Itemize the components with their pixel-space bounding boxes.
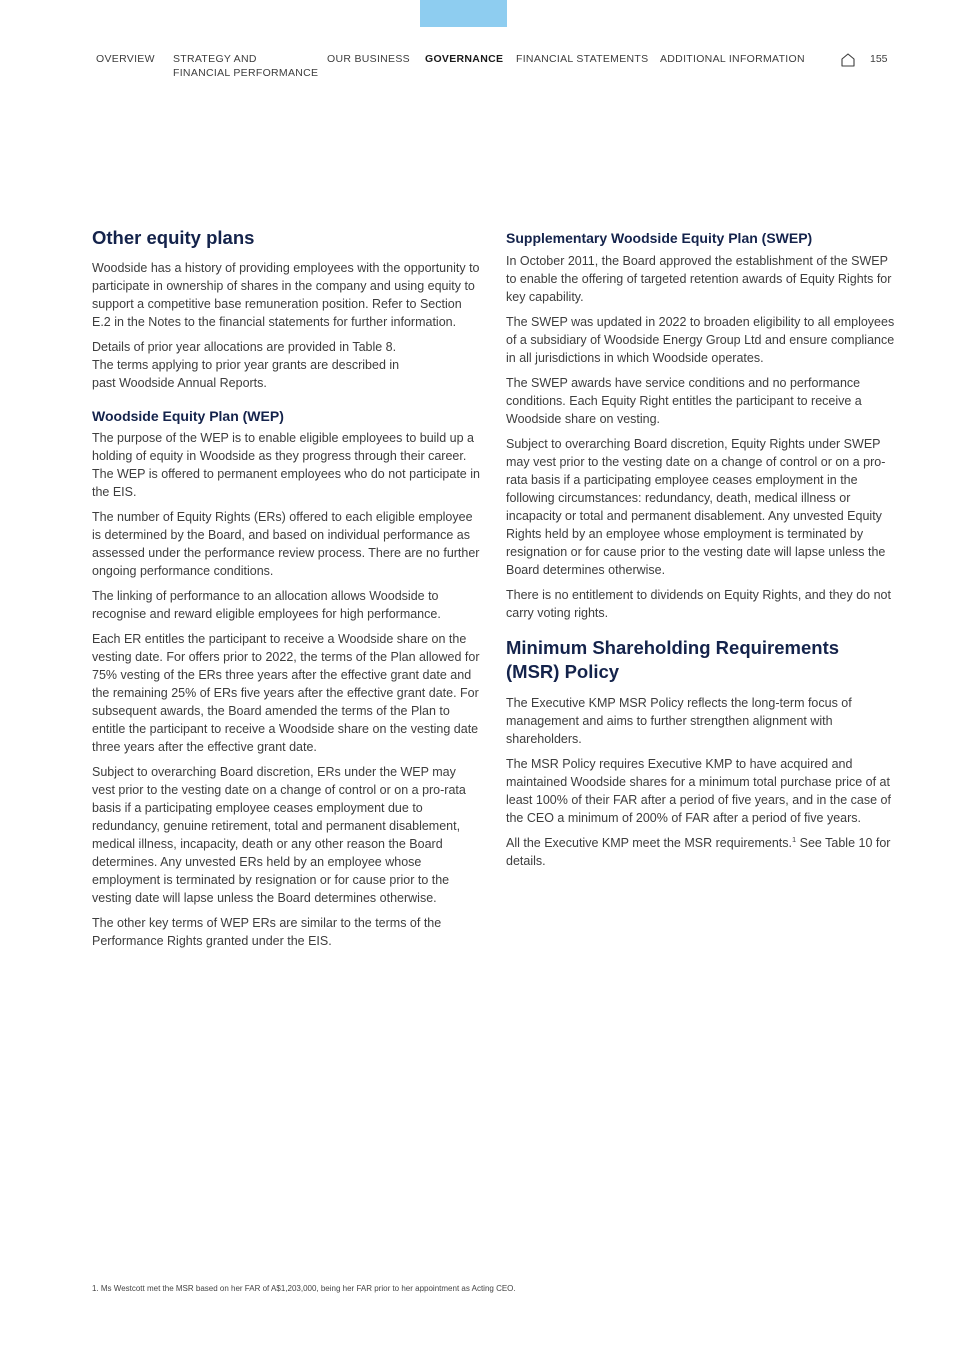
paragraph-swep-establishment: In October 2011, the Board approved the establishment of the SWEP to enable the offering of targeted retention awards of Equity Rights for key capability.: [506, 254, 892, 304]
footnote-reference[interactable]: 1: [792, 834, 797, 844]
paragraph-wep-equity-rights: The number of Equity Rights (ERs) offered to each eligible employee is determined by the Board, and based on individual performance as assessed under the performance review process. There are no further ongoing performance conditions.: [92, 510, 480, 578]
paragraph-wep-purpose: The purpose of the WEP is to enable eligible employees to build up a holding of equity in Woodside as they progress through their career. The WEP is offered to permanent employees who do not participate in the EIS.: [92, 431, 480, 499]
heading-msr-line2: (MSR) Policy: [506, 661, 620, 682]
heading-swep: Supplementary Woodside Equity Plan (SWEP): [506, 230, 813, 246]
prior-allocations-line3: past Woodside Annual Reports.: [92, 376, 267, 390]
heading-msr-line1: Minimum Shareholding Requirements: [506, 637, 840, 658]
paragraph-msr-compliance: [506, 834, 898, 870]
paragraph-swep-conditions: The SWEP awards have service conditions and no performance conditions. Each Equity Right entitles the participant to receive a Woodside share on vesting.: [506, 376, 862, 426]
nav-strategy-line2: FINANCIAL PERFORMANCE: [173, 67, 319, 79]
page-number: 155: [870, 53, 888, 65]
right-column: [506, 226, 898, 870]
section-tab-marker: [420, 0, 507, 27]
footnote: 1. Ms Westcott met the MSR based on her FAR of A$1,203,000, being her FAR prior to her appointment as Acting CEO.: [92, 1284, 516, 1293]
top-navigation: [0, 52, 965, 82]
nav-our-business[interactable]: OUR BUSINESS: [327, 53, 410, 65]
paragraph-wep-other-terms: The other key terms of WEP ERs are similar to the terms of the Performance Rights granted under the EIS.: [92, 916, 442, 948]
heading-msr-policy: [506, 636, 898, 684]
left-column: [92, 226, 482, 950]
paragraph-prior-allocations: [92, 338, 482, 392]
paragraph-wep-discretion: Subject to overarching Board discretion, ERs under the WEP may vest prior to the vesting date on a change of control or on a pro-rata basis if a participating employee ceases employment due to redundancy, genuine retirement, total and permanent disablement, medical illness, incapacity, death or any other reason the Board determines. Any unvested ERs held by an employee whose employment is terminated by resignation or for cause prior to the vesting date will lapse unless the Board determines otherwise.: [92, 765, 466, 905]
paragraph-wep-vesting: Each ER entitles the participant to receive a Woodside share on the vesting date. For offers prior to 2022, the terms of the Plan allowed for 75% vesting of the ERs three years after the effective grant date and the remaining 25% of ERs five years after the effective grant date. For subsequent awards, the Board amended the terms of the Plan to entitle the participant to receive a Woodside share on the vesting date three years after the effective grant date.: [92, 632, 480, 754]
paragraph-swep-discretion: Subject to overarching Board discretion, Equity Rights under SWEP may vest prior to the vesting date on a change of control or on a pro-rata basis if a participating employee ceases employment in the following circumstances: redundancy, death, medical illness or incapacity or total and permanent disablement. Any unvested Equity Rights held by an employee whose employment is terminated by resignation or for cause prior to the vesting date will lapse unless the Board determines otherwise.: [506, 437, 886, 577]
paragraph-msr-requirements: The MSR Policy requires Executive KMP to have acquired and maintained Woodside shares for a minimum total purchase price of at least 100% of their FAR after a period of five years, and in the case of the CEO a minimum of 200% of FAR after a period of five years.: [506, 757, 891, 825]
msr-compliance-tail: See Table 10 for details.: [506, 836, 891, 868]
msr-compliance-text: All the Executive KMP meet the MSR requirements.: [506, 836, 792, 850]
home-icon[interactable]: [840, 52, 856, 68]
paragraph-swep-update: The SWEP was updated in 2022 to broaden eligibility to all employees of a subsidiary of Woodside Energy Group Ltd and ensure compliance in all jurisdictions in which Woodside operates.: [506, 315, 895, 365]
nav-governance[interactable]: GOVERNANCE: [425, 53, 504, 65]
nav-overview[interactable]: OVERVIEW: [96, 53, 155, 65]
nav-financial-statements[interactable]: FINANCIAL STATEMENTS: [516, 53, 649, 65]
prior-allocations-line1: Details of prior year allocations are provided in Table 8.: [92, 340, 397, 354]
nav-strategy-line1: STRATEGY AND: [173, 53, 257, 65]
nav-additional-information[interactable]: ADDITIONAL INFORMATION: [660, 53, 805, 65]
paragraph-wep-linking: The linking of performance to an allocation allows Woodside to recognise and reward eligible employees for high performance.: [92, 589, 441, 621]
paragraph-history: Woodside has a history of providing employees with the opportunity to participate in ownership of shares in the company and using equity to support a competitive base remuneration position. Refer to Section E.2 in the Notes to the financial statements for further information.: [92, 261, 480, 329]
heading-other-equity-plans: Other equity plans: [92, 227, 255, 248]
heading-wep: Woodside Equity Plan (WEP): [92, 408, 284, 424]
prior-allocations-line2: The terms applying to prior year grants are described in: [92, 358, 400, 372]
nav-strategy[interactable]: [173, 52, 318, 80]
paragraph-swep-dividends: There is no entitlement to dividends on Equity Rights, and they do not carry voting rights.: [506, 588, 891, 620]
paragraph-msr-focus: The Executive KMP MSR Policy reflects the long-term focus of management and aims to further strengthen alignment with shareholders.: [506, 696, 852, 746]
